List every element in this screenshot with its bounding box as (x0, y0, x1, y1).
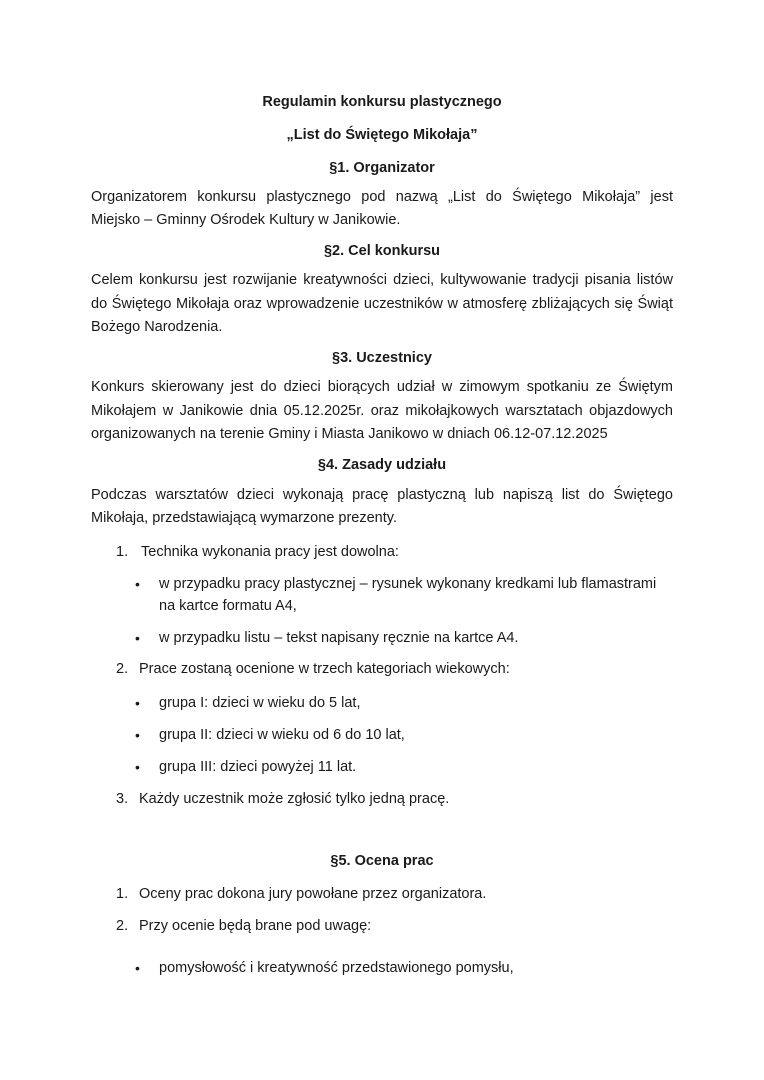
paragraph-line: organizowanych na terenie Gminy i Miasta Janikowo w dniach 06.12-07.12.2025 (91, 426, 608, 442)
list-item-text: Oceny prac dokona jury powołane przez organizatora. (139, 886, 487, 902)
bullet-item-text: na kartce formatu A4, (159, 598, 297, 614)
list-item-text: Prace zostaną ocenione w trzech kategoriach wiekowych: (139, 661, 510, 677)
document-subtitle: „List do Świętego Mikołaja” (286, 127, 478, 143)
bullet-icon: • (135, 960, 140, 976)
list-number: 2. (116, 918, 129, 934)
paragraph-line: Bożego Narodzenia. (91, 319, 223, 335)
paragraph-line: Mikołajem w Janikowie dnia 05.12.2025r. oraz mikołajkowych warsztatach objazdowych (91, 403, 673, 419)
section-heading-zasady-udzialu: §4. Zasady udziału (317, 457, 447, 473)
list-number: 1. (116, 886, 129, 902)
list-item-text: Każdy uczestnik może zgłosić tylko jedną pracę. (139, 791, 450, 807)
bullet-item-text: pomysłowość i kreatywność przedstawionego pomysłu, (159, 960, 514, 976)
bullet-item-text: w przypadku listu – tekst napisany ręcznie na kartce A4. (159, 630, 519, 646)
paragraph-line: Mikołaja, przedstawiającą wymarzone prezenty. (91, 510, 397, 526)
bullet-icon: • (135, 630, 140, 646)
bullet-item-text: grupa III: dzieci powyżej 11 lat. (159, 759, 357, 775)
paragraph-line: Organizatorem konkursu plastycznego pod nazwą „List do Świętego Mikołaja” jest (91, 189, 673, 205)
list-number: 2. (116, 661, 129, 677)
bullet-icon: • (135, 759, 140, 775)
paragraph-line: Miejsko – Gminny Ośrodek Kultury w Janikowie. (91, 212, 401, 228)
document-title: Regulamin konkursu plastycznego (262, 94, 502, 110)
bullet-item-text: grupa II: dzieci w wieku od 6 do 10 lat, (159, 727, 405, 743)
paragraph-line: Celem konkursu jest rozwijanie kreatywności dzieci, kultywowanie tradycji pisania listów (91, 272, 673, 288)
bullet-icon: • (135, 727, 140, 743)
section-heading-cel-konkursu: §2. Cel konkursu (323, 243, 441, 259)
list-item-text: Technika wykonania pracy jest dowolna: (141, 544, 399, 560)
paragraph-line: do Świętego Mikołaja oraz wprowadzenie uczestników w atmosferę zbliżających się Świąt (91, 296, 673, 312)
paragraph-line: Podczas warsztatów dzieci wykonają pracę plastyczną lub napiszą list do Świętego (91, 487, 673, 503)
section-heading-ocena-prac: §5. Ocena prac (330, 853, 434, 869)
list-number: 3. (116, 791, 129, 807)
bullet-item-text: grupa I: dzieci w wieku do 5 lat, (159, 695, 361, 711)
list-number: 1. (116, 544, 129, 560)
list-item-text: Przy ocenie będą brane pod uwagę: (139, 918, 372, 934)
bullet-icon: • (135, 695, 140, 711)
bullet-icon: • (135, 576, 140, 592)
section-heading-organizator: §1. Organizator (329, 160, 435, 176)
section-heading-uczestnicy: §3. Uczestnicy (332, 350, 432, 366)
bullet-item-text: w przypadku pracy plastycznej – rysunek wykonany kredkami lub flamastrami (159, 576, 657, 592)
paragraph-line: Konkurs skierowany jest do dzieci biorących udział w zimowym spotkaniu ze Świętym (91, 379, 673, 395)
